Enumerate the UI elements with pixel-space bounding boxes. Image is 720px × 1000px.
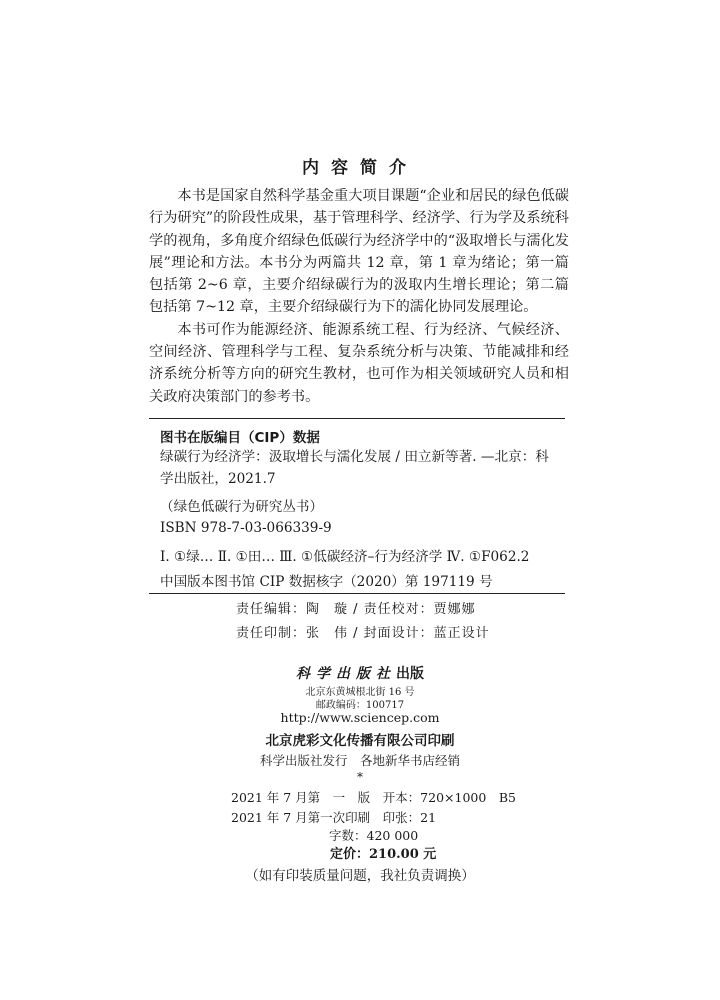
cip-isbn: ISBN 978-7-03-066339-9 [160, 520, 332, 536]
publisher-address: 北京东黄城根北街 16 号 [305, 687, 415, 698]
publisher-url: http://www.sciencep.com [280, 710, 440, 725]
publisher-name-suffix: 出版 [396, 666, 424, 682]
edition-line: 2021 年 7 月第 一 版 开本：720×1000 B5 [231, 790, 516, 805]
summary-title: 内容简介 [302, 158, 418, 178]
word-count: 字数：420 000 [329, 828, 419, 843]
production-credits: 责任印制：张 伟 / 封面设计：蓝正设计 [236, 626, 490, 641]
quality-notice: （如有印装质量问题，我社负责调换） [245, 868, 475, 884]
publisher-name [0, 663, 720, 683]
price: 定价：210.00 元 [330, 847, 437, 862]
publisher-logo-text: 科学出版社 [296, 666, 396, 682]
cip-series: （绿色低碳行为研究丛书） [160, 499, 324, 515]
cip-book-line: 绿碳行为经济学：汲取增长与濡化发展 / 田立新等著. —北京：科学出版社，2021.7 [160, 449, 549, 487]
cip-bottom-rule [149, 593, 565, 594]
cip-top-rule [149, 418, 565, 419]
cip-classification: Ⅰ. ①绿… Ⅱ. ①田… Ⅲ. ①低碳经济–行为经济学 Ⅳ. ①F062.2 [160, 549, 530, 565]
summary-paragraph: 本书是国家自然科学基金重大项目课题“企业和居民的绿色低碳行为研究”的阶段性成果，基于管理科学、经济学、行为学及系统科学的视角，多角度介绍绿色低碳行为经济学中的“汲取增长与濡化发展”理论和方法。本书分为两篇共 12 章，第 1 章为绪论；第一篇包括第 2~6 章，主要介绍绿碳行为的汲取内生增长理论；第二篇包括第 7~12 章，主要介绍绿碳行为下的濡化协同发展理论。 [149, 188, 569, 316]
separator-asterisk: * [357, 770, 363, 784]
printer-name: 北京虎彩文化传播有限公司印刷 [265, 733, 455, 749]
editor-credits: 责任编辑：陶 璇 / 责任校对：贾娜娜 [236, 602, 476, 617]
summary-paragraph: 本书可作为能源经济、能源系统工程、行为经济、气候经济、空间经济、管理科学与工程、复杂系统分析与决策、节能减排和经济系统分析等方向的研究生教材，也可作为相关领域研究人员和相关政府决策部门的参考书。 [149, 321, 569, 405]
publisher-postcode: 邮政编码：100717 [315, 700, 405, 711]
cip-heading: 图书在版编目（CIP）数据 [160, 430, 320, 446]
cip-number: 中国版本图书馆 CIP 数据核字（2020）第 197119 号 [160, 574, 493, 590]
printing-line: 2021 年 7 月第一次印刷 印张：21 [231, 810, 437, 825]
summary-body [149, 185, 569, 408]
distribution-line: 科学出版社发行 各地新华书店经销 [259, 753, 460, 768]
